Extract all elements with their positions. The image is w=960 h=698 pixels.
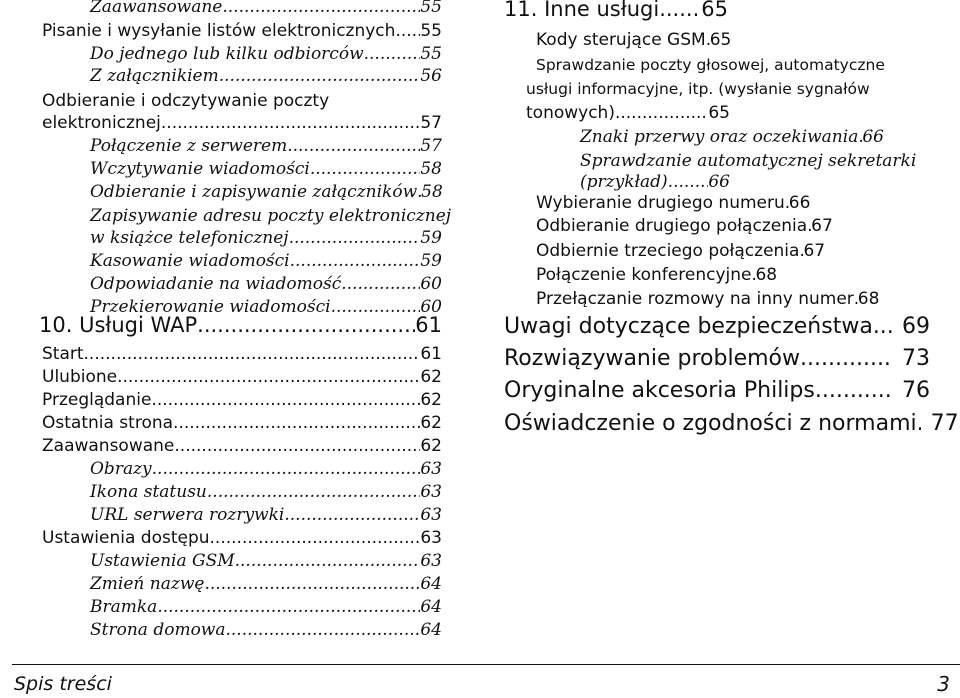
toc-entry-page: 64 [420,574,442,594]
toc-entry-title: Obrazy [90,459,152,479]
toc-entry-title: (przykład) [580,172,668,192]
toc-entry-page: 56 [420,66,442,86]
toc-entry-page: 60 [420,297,442,317]
toc-entry-title: Przełączanie rozmowy na inny numer [536,289,854,309]
toc-entry[interactable] [90,252,442,271]
toc-entry-page: 62 [420,367,442,387]
toc-entry-page: 76 [902,378,930,403]
toc-entry-title: Połączenie z serwerem [90,136,288,156]
toc-leader [204,575,420,594]
toc-leader [157,598,420,617]
toc-entry-title: Z załącznikiem [90,66,219,86]
toc-entry[interactable] [90,67,442,86]
toc-entry-page: 55 [420,0,442,17]
toc-entry-page: 66 [708,172,730,192]
toc-entry-title-line: Sprawdzanie poczty głosowej, automatyczne [536,56,885,74]
toc-entry-page: 65 [708,103,730,123]
toc-leader [84,345,421,364]
toc-entry-title: Ikona statusu [90,482,207,502]
toc-entry-page: 61 [420,344,442,364]
toc-leader [917,412,921,436]
toc-entry-page: 60 [420,274,442,294]
toc-entry-page: 59 [420,228,442,248]
toc-leader [161,114,420,133]
toc-entry-title: Połączenie konferencyjne [536,265,752,285]
toc-leader [151,391,420,410]
toc-entry-page: 55 [420,21,442,41]
toc-entry-page: 62 [420,413,442,433]
toc-entry[interactable] [90,483,442,502]
toc-entry-page: 64 [420,620,442,640]
toc-leader [173,414,420,433]
toc-leader [615,104,708,123]
toc-entry-title: URL serwera rozrywki [90,505,285,525]
toc-leader [226,621,421,640]
toc-entry[interactable] [42,114,442,133]
toc-entry[interactable] [580,127,884,147]
toc-entry-page: 66 [862,127,884,147]
toc-entry-title: Kody sterujące GSM [536,30,706,50]
toc-entry[interactable] [536,216,833,236]
toc-leader [235,552,421,571]
toc-entry[interactable] [90,137,442,156]
toc-entry[interactable] [42,368,442,387]
toc-entry-title: Rozwiązywanie problemów [504,346,801,371]
toc-entry-title: Odbieranie i zapisywanie załączników [90,182,418,202]
toc-entry-title: Bramka [90,597,158,617]
toc-entry-page: 62 [420,390,442,410]
toc-entry[interactable] [42,437,442,456]
toc-major-entry[interactable] [504,347,930,371]
toc-entry-title: Oryginalne akcesoria Philips [504,378,815,403]
toc-entry-page: 68 [857,289,880,309]
toc-entry-title: Przeglądanie [42,390,152,410]
toc-entry-page: 64 [420,597,442,617]
toc-leader [207,483,420,502]
toc-leader [800,347,892,371]
toc-entry-title-line: usługi informacyjne, itp. (wysłanie sygnałów [526,80,870,98]
toc-entry-page: 68 [755,265,778,285]
toc-chapter-entry[interactable] [39,314,442,337]
toc-leader [287,137,420,156]
toc-entry-title: Do jednego lub kilku odbiorców [90,44,364,64]
toc-entry-title-line: Odbieranie i odczytywanie poczty [42,91,330,111]
toc-entry-page: 57 [420,136,442,156]
toc-entry-title: Oświadczenie o zgodności z normami [504,411,917,436]
toc-leader [290,252,421,271]
toc-entry-title: Wczytywanie wiadomości [90,159,310,179]
toc-entry-page: 63 [420,482,442,502]
toc-entry[interactable] [580,173,730,192]
toc-entry-page: 62 [420,436,442,456]
toc-leader [668,173,709,192]
toc-entry[interactable] [536,241,826,261]
toc-leader [395,22,420,41]
toc-entry-title-line: Sprawdzanie automatycznej sekretarki [580,151,917,171]
toc-entry-page: 63 [420,459,442,479]
toc-entry-title: Kasowanie wiadomości [90,251,290,271]
toc-leader [284,506,420,525]
toc-leader [197,314,415,337]
toc-entry-page: 67 [811,216,833,236]
toc-entry-title: Zaawansowane [42,436,175,456]
toc-entry-title: Zmień nazwę [90,574,205,594]
toc-leader [174,437,420,456]
toc-entry[interactable] [90,183,442,202]
toc-entry-title-line: Zapisywanie adresu poczty elektronicznej [90,206,452,226]
toc-leader [152,460,421,479]
toc-entry[interactable] [90,598,442,617]
toc-leader [289,229,421,248]
toc-entry[interactable] [42,345,442,364]
footer-divider [12,664,960,665]
toc-entry[interactable] [536,193,811,213]
toc-entry-title: Znaki przerwy oraz oczekiwania [580,127,859,147]
toc-entry[interactable] [90,45,442,64]
toc-entry-page: 58 [420,159,442,179]
toc-entry[interactable] [536,289,880,309]
toc-entry[interactable] [90,552,442,571]
toc-entry[interactable] [526,104,730,123]
toc-entry[interactable] [536,31,730,50]
toc-leader [117,368,420,387]
toc-entry-title: Wybieranie drugiego numeru [536,193,785,213]
toc-entry-title: elektronicznej [42,113,161,133]
toc-leader [873,315,892,339]
toc-entry-title: Ostatnia strona [42,413,174,433]
toc-entry[interactable] [90,575,442,594]
toc-entry-title: Odbiernie trzeciego połączenia [536,241,800,261]
toc-major-entry[interactable] [504,315,930,339]
toc-major-entry[interactable] [504,379,930,403]
toc-entry[interactable] [90,229,442,248]
toc-entry-page: 65 [709,30,732,50]
toc-leader [222,0,420,17]
toc-entry-title: w książce telefonicznej [90,228,289,248]
toc-leader [364,45,421,64]
toc-entry-page: 69 [902,314,930,339]
toc-entry[interactable] [536,265,778,285]
toc-entry-title: 10. Usługi WAP [39,313,198,337]
toc-entry-title: Odbieranie drugiego połączenia [536,216,808,236]
toc-major-entry[interactable] [504,411,959,436]
toc-leader [219,67,421,86]
toc-chapter-entry[interactable] [504,0,728,21]
toc-entry[interactable] [90,460,442,479]
toc-entry-page: 57 [420,113,442,133]
toc-entry-title: tonowych) [526,103,615,123]
toc-entry-page: 58 [421,182,443,202]
footer-page-number: 3 [937,672,950,696]
toc-leader [310,160,421,179]
toc-entry-title: Ustawienia GSM [90,551,235,571]
toc-entry-page: 66 [788,193,811,213]
toc-entry-title: Przekierowanie wiadomości [90,297,331,317]
toc-entry[interactable] [42,391,442,410]
toc-entry-page: 55 [420,44,442,64]
toc-entry[interactable] [90,621,442,640]
toc-entry[interactable] [42,22,442,41]
toc-entry[interactable] [90,506,442,525]
footer-section-title: Spis treści [14,673,112,695]
toc-entry-title: Strona domowa [90,620,226,640]
toc-entry-title: Uwagi dotyczące bezpieczeństwa [504,314,873,339]
toc-entry-page: 73 [902,346,930,371]
toc-entry-title: Pisanie i wysyłanie listów elektronicznych [42,21,396,41]
toc-entry-page: 63 [420,551,442,571]
toc-leader [210,529,421,548]
toc-entry-page: 67 [803,241,826,261]
toc-entry-title: Ulubione [42,367,118,387]
toc-entry-page: 77 [930,411,959,436]
toc-entry[interactable] [90,0,442,17]
toc-entry-title: Odpowiadanie na wiadomość [90,274,342,294]
toc-entry-title: Zaawansowane [90,0,223,17]
toc-entry-title: Start [42,344,84,364]
toc-entry-page: 63 [420,505,442,525]
toc-entry-page: 61 [415,313,442,337]
toc-entry-page: 59 [420,251,442,271]
toc-entry-page: 65 [701,0,728,21]
toc-entry-page: 63 [420,528,442,548]
toc-entry[interactable] [42,529,442,548]
toc-entry-title: 11. Inne usługi [504,0,660,21]
toc-leader [341,275,420,294]
toc-entry[interactable] [42,414,442,433]
toc-leader [659,0,701,21]
toc-entry[interactable] [90,275,442,294]
toc-entry-title: Ustawienia dostępu [42,528,210,548]
toc-entry[interactable] [90,160,442,179]
toc-leader [815,379,892,403]
